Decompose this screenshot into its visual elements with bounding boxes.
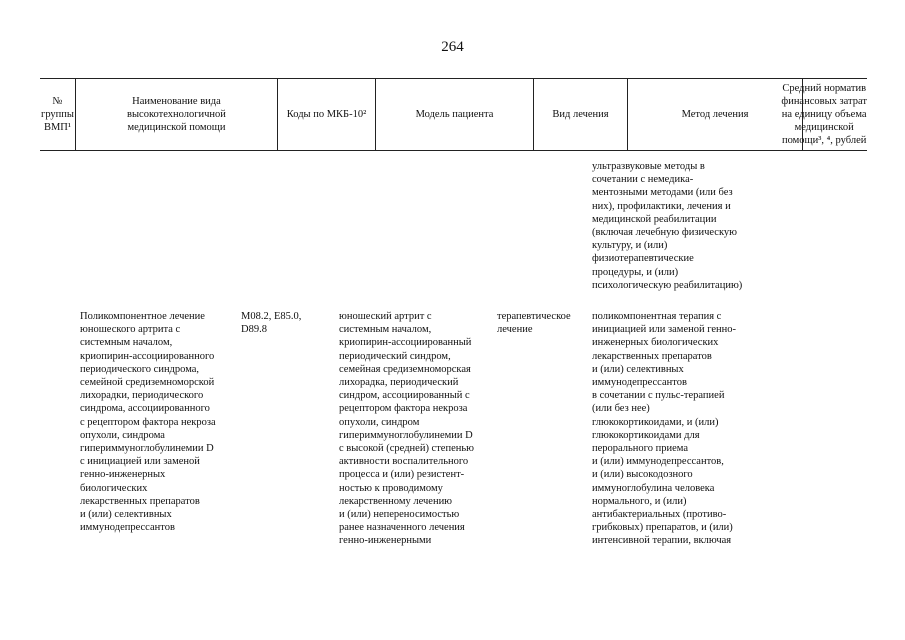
treatment-type-text: терапевтическое лечение <box>497 311 571 336</box>
header-treatment-type: Вид лечения <box>533 79 627 150</box>
header-treatment-method: Метод лечения <box>627 79 802 150</box>
patient-model-text: юношеский артрит с системным началом, криопирин-ассоциированный периодический синдром, семейная средиземноморская лихорадка, периодический синдром, ассоциированный с рецептором фактора некроза опухоли, синдром гипериммуноглобулинемии D с высокой (средней) степенью активности воспалительного процесса и (или) резистент- ностью к проводимому лекарственному лечению и (или) непереносимостью ранее назначенного лечения генно-инженерными <box>339 311 475 547</box>
treatment-method-text: поликомпонентная терапия с инициацией или заменой генно- инженерных биологических лекарственных препаратов и (или) селективных иммунодепрессантов в сочетании с пульс-терапией (или без нее) глюкокортикоидами, и (или) глюкокортикоидами для перорального приема и (или) иммунодепрессантов, и (или) высокодозного иммуноглобулина человека нормального, и (или) антибактериальных (противо- грибковых) препаратов, и (или) интенсивной терапии, включая <box>592 311 737 547</box>
page-number: 264 <box>441 39 464 55</box>
table-header <box>40 78 867 151</box>
care-type-text: Поликомпонентное лечение юношеского артрита с системным началом, криопирин-ассоциированного периодического синдрома, семейной средиземноморской лихорадки, периодического синдрома, ассоциированного с рецептором фактора некроза опухоли, синдрома гипериммуноглобулинемии D с инициацией или заменой генно-инженерных биологических лекарственных препаратов и (или) селективных иммунодепрессантов <box>80 311 216 534</box>
icd-codes-text: M08.2, E85.0, D89.8 <box>241 311 302 336</box>
header-group-number: № группы ВМП¹ <box>41 96 74 133</box>
header-cost-standard: Средний норматив финансовых затрат на единицу объема медицинской помощи³, ⁴, рублей <box>802 79 867 150</box>
header-care-type: Наименование вида высокотехнологичной медицинской помощи <box>75 79 277 150</box>
header-patient-model: Модель пациента <box>375 79 533 150</box>
header-icd-codes: Коды по МКБ-10² <box>277 79 375 150</box>
continuation-method-text: ультразвуковые методы в сочетании с немедика- ментозными методами (или без них), профилактики, лечения и медицинской реабилитации (включая лечебную физическую культуру, и (или) физиотерапевтические процедуры, и (или) психологическую реабилитацию) <box>592 161 743 291</box>
